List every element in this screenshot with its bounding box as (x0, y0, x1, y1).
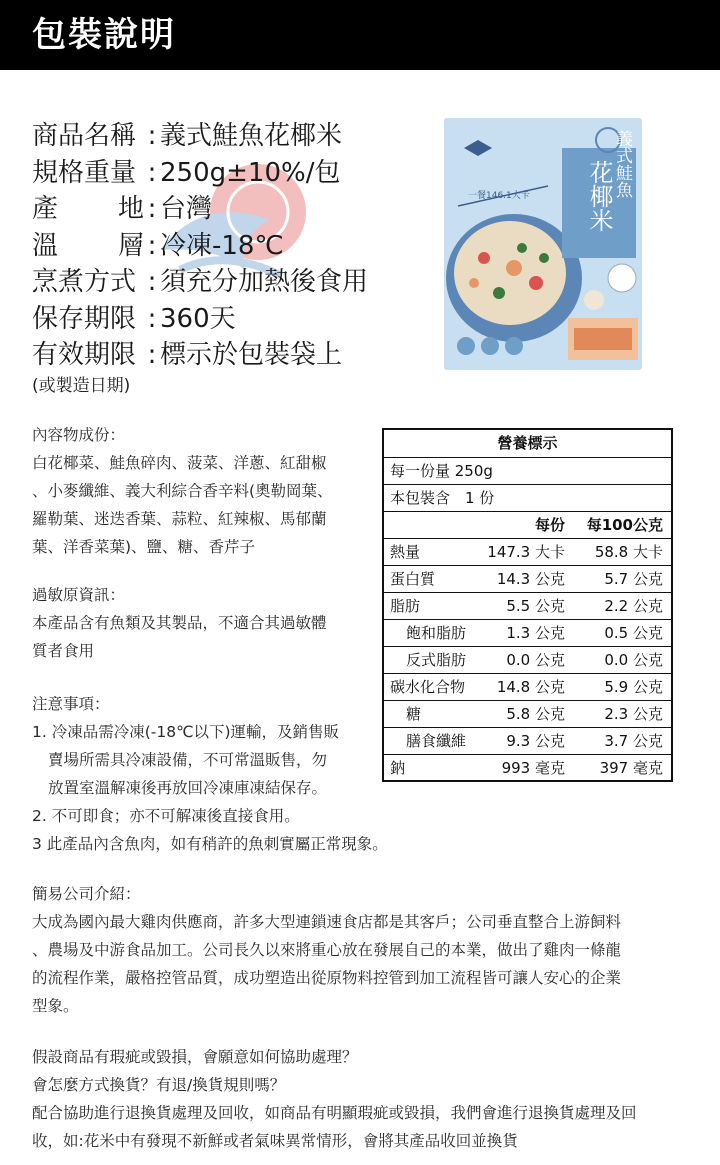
spec-label-char: 溫 (32, 230, 59, 261)
spec-label-char: 層 (117, 230, 144, 261)
nutrient-name: 膳食纖維 (406, 732, 467, 750)
spec-value: 冷凍-18℃ (160, 230, 284, 261)
nutrient-per-100g: 2.3 公克 (604, 705, 663, 723)
nutrition-row (384, 566, 671, 593)
spec-row-expiry (32, 337, 432, 374)
nutrient-per-100g: 0.5 公克 (604, 624, 663, 642)
faq-line: 會怎麼方式換貨？有退/換貨規則嗎？ (32, 1076, 286, 1094)
nutrition-header-row (384, 512, 671, 539)
allergen-section (32, 581, 362, 665)
page-header (0, 0, 720, 70)
product-specs (32, 118, 432, 398)
nutrient-per-100g: 5.9 公克 (604, 678, 663, 696)
nutrient-per-100g: 397 毫克 (599, 759, 663, 777)
nutrient-name: 鈉 (390, 759, 406, 777)
spec-colon: : (147, 267, 157, 297)
nutrition-row (384, 701, 671, 728)
nutrition-row (384, 728, 671, 755)
spec-colon: : (147, 230, 157, 261)
spec-value: 須充分加熱後食用 (160, 267, 369, 297)
nutrient-name: 脂肪 (390, 597, 421, 615)
nutrition-serving-size: 每一份量 250g (384, 458, 671, 485)
nutrient-name: 糖 (406, 705, 422, 723)
spec-label: 商品名稱 (32, 121, 137, 151)
company-line: 的流程作業，嚴格控管品質，成功塑造出從原物料控管到加工流程皆可讓人安心的企業 (32, 969, 622, 987)
spec-colon: : (147, 121, 157, 151)
spec-row-origin (32, 191, 432, 228)
nutrient-per-serving: 5.5 公克 (506, 597, 565, 615)
spec-row-name (32, 118, 432, 155)
nutrient-per-serving: 14.3 公克 (496, 570, 565, 588)
ingredients-section (32, 421, 362, 561)
spec-value: 250g±10%/包 (160, 157, 341, 188)
spec-value: 標示於包裝袋上 (160, 340, 343, 370)
ingredients-line: 葉、洋香菜葉)、鹽、糖、香芹子 (32, 538, 256, 556)
nutrition-servings: 本包裝含 1 份 (384, 485, 671, 512)
nutrient-per-serving: 9.3 公克 (506, 732, 565, 750)
company-section (32, 880, 702, 1020)
nutrition-row (384, 539, 671, 566)
faq-section (32, 1043, 702, 1155)
nutrient-per-serving: 1.3 公克 (506, 624, 565, 642)
nutrient-per-serving: 5.8 公克 (506, 705, 565, 723)
spec-label: 烹煮方式 (32, 267, 137, 297)
company-line: 、農場及中游食品加工。公司長久以來將重心放在發展自己的本業，做出了雞肉一條龍 (32, 941, 622, 959)
nutrient-per-serving: 0.0 公克 (506, 651, 565, 669)
spec-value: 台灣 (160, 194, 213, 224)
nutrient-name: 碳水化合物 (390, 678, 466, 696)
faq-line: 配合協助進行退換貨處理及回收，如商品有明顯瑕疵或毀損，我們會進行退換貨處理及回 (32, 1104, 637, 1122)
ingredients-line: 、小麥纖維、義大利綜合香辛料(奧勒岡葉、 (32, 482, 333, 500)
ingredients-line: 羅勒葉、迷迭香葉、蒜粒、紅辣椒、馬郁蘭 (32, 510, 327, 528)
nutrient-per-100g: 0.0 公克 (604, 651, 663, 669)
nutrition-row (384, 755, 671, 782)
nutrition-row (384, 620, 671, 647)
nutrition-col-per: 每份 (534, 516, 565, 534)
company-title: 簡易公司介紹： (32, 885, 141, 903)
spec-value: 義式鮭魚花椰米 (160, 121, 343, 151)
spec-row-shelf-life (32, 301, 432, 338)
nutrient-per-100g: 2.2 公克 (604, 597, 663, 615)
nutrient-name: 飽和脂肪 (406, 624, 467, 642)
nutrition-row (384, 647, 671, 674)
spec-label-char: 地 (117, 194, 144, 224)
spec-row-weight (32, 155, 432, 192)
company-line: 大成為國內最大雞肉供應商，許多大型連鎖速食店都是其客戶；公司垂直整合上游飼料 (32, 913, 622, 931)
nutrient-name: 反式脂肪 (406, 651, 467, 669)
product-title-vertical: 花椰米 (585, 160, 613, 232)
nutrient-per-100g: 58.8 大卡 (594, 543, 663, 561)
page-title: 包裝說明 (32, 15, 176, 55)
nutrient-name: 熱量 (390, 543, 421, 561)
spec-note: (或製造日期) (32, 375, 131, 396)
spec-label-char: 產 (32, 194, 59, 224)
nutrient-per-serving: 147.3 大卡 (487, 543, 565, 561)
ingredients-line: 白花椰菜、鮭魚碎肉、菠菜、洋蔥、紅甜椒 (32, 454, 327, 472)
spec-colon: : (147, 157, 157, 188)
spec-label: 規格重量 (32, 157, 137, 188)
spec-label: 保存期限 (32, 303, 137, 334)
spec-colon: : (147, 340, 157, 370)
spec-label (32, 228, 144, 265)
nutrient-per-100g: 3.7 公克 (604, 732, 663, 750)
spec-row-temperature (32, 228, 432, 265)
ingredients-title: 內容物成份： (32, 426, 126, 444)
product-subtitle-vertical: 義式鮭魚 (612, 130, 632, 198)
spec-value: 360天 (160, 303, 236, 334)
calorie-badge: 一餐146.1大卡 (468, 191, 530, 201)
nutrition-row (384, 593, 671, 620)
allergen-title: 過敏原資訊： (32, 586, 126, 604)
allergen-line: 本產品含有魚類及其製品，不適合其過敏體 (32, 614, 327, 632)
notes-line: 2. 不可即食；亦不可解凍後直接食用。 (32, 807, 300, 825)
faq-line: 假設商品有瑕疵或毀損，會願意如何協助處理？ (32, 1048, 358, 1066)
nutrient-name: 蛋白質 (390, 570, 436, 588)
allergen-line: 質者食用 (32, 642, 95, 660)
nutrition-rows (384, 539, 671, 782)
product-package-illustration (444, 118, 642, 370)
nutrition-col-100g: 每100公克 (586, 516, 663, 534)
notes-line: 3 此產品內含魚肉，如有稍許的魚刺實屬正常現象。 (32, 835, 388, 853)
notes-title: 注意事項： (32, 695, 110, 713)
product-package-image (444, 118, 642, 370)
nutrient-per-100g: 5.7 公克 (604, 570, 663, 588)
spec-label: 有效期限 (32, 340, 137, 370)
company-line: 型象。 (32, 997, 79, 1015)
notes-line: 1. 冷凍品需冷凍(-18℃以下)運輸，及銷售販 (32, 723, 340, 741)
faq-line: 收，如:花米中有發現不新鮮或者氣味異常情形，會將其產品收回並換貨 (32, 1132, 518, 1150)
nutrient-per-serving: 14.8 公克 (496, 678, 565, 696)
spec-row-cooking (32, 264, 432, 301)
spec-colon: : (147, 303, 157, 334)
notes-line: 賣場所需具冷凍設備，不可常溫販售，勿 (48, 751, 328, 769)
notes-line: 放置室溫解凍後再放回冷凍庫凍結保存。 (48, 779, 328, 797)
nutrition-row (384, 674, 671, 701)
spec-label (32, 191, 144, 228)
nutrient-per-serving: 993 毫克 (501, 759, 565, 777)
nutrition-table (382, 428, 673, 782)
spec-colon: : (147, 194, 157, 224)
nutrition-title: 營養標示 (384, 430, 671, 458)
